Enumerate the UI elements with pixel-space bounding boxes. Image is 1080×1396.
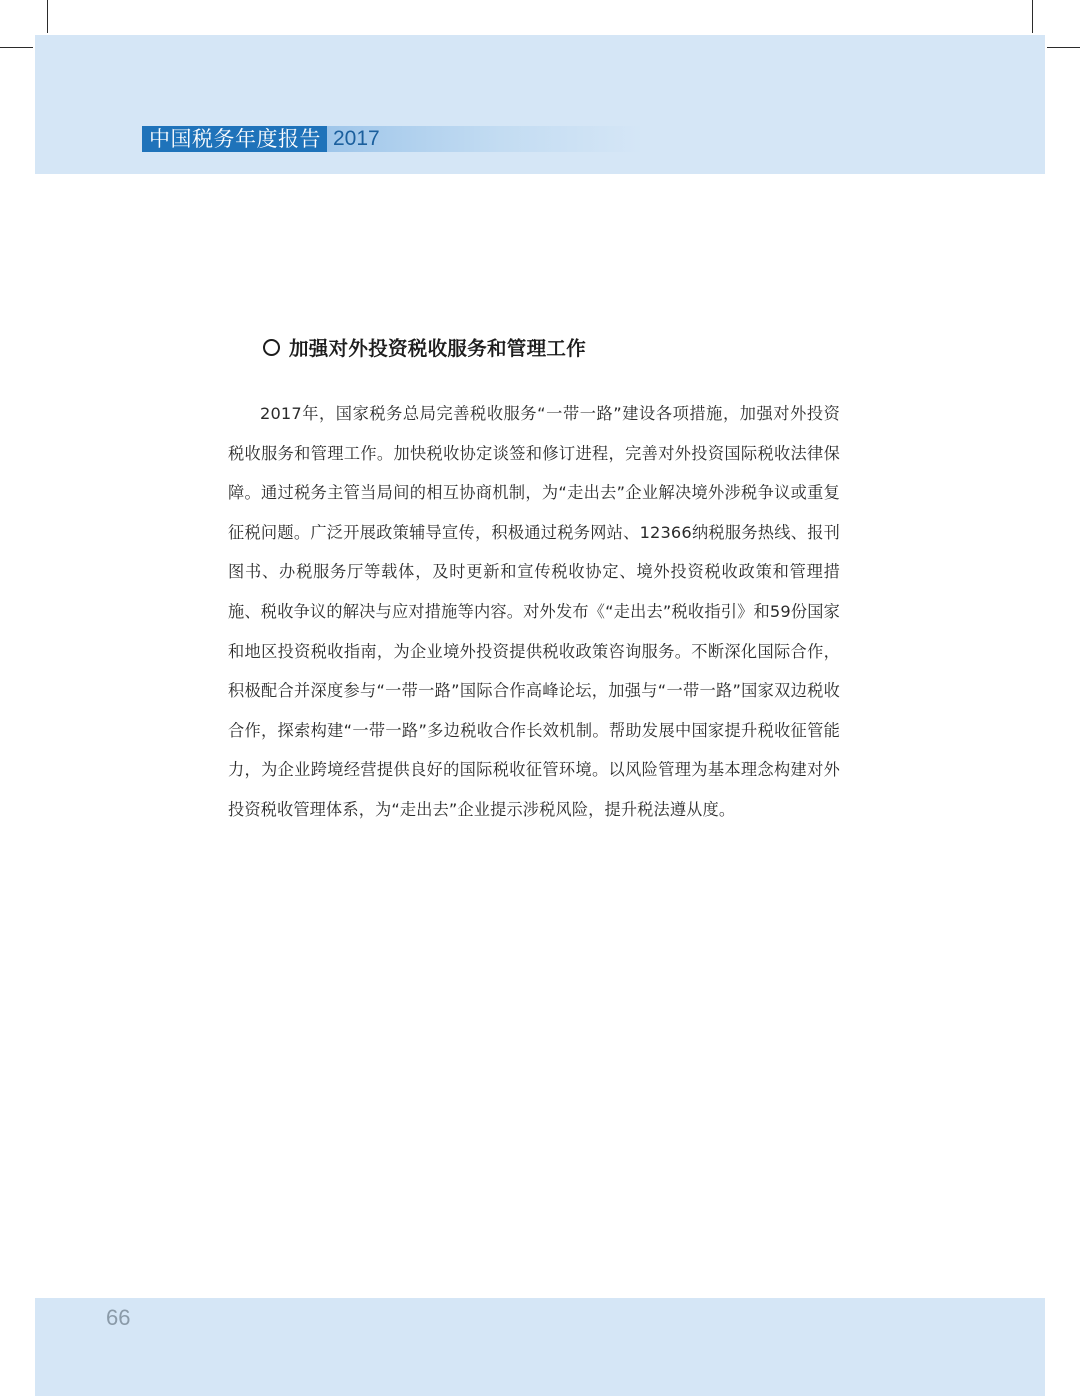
header-title-bar <box>142 126 643 152</box>
section-heading-text: 加强对外投资税收服务和管理工作 <box>289 337 587 360</box>
footer-band <box>35 1298 1045 1396</box>
section-heading <box>263 332 586 362</box>
crop-mark <box>47 0 48 33</box>
body-paragraph: 2017年，国家税务总局完善税收服务“一带一路”建设各项措施，加强对外投资税收服务和管理工作。加快税收协定谈签和修订进程，完善对外投资国际税收法律保障。通过税务主管当局间的相互协商机制，为“走出去”企业解决境外涉税争议或重复征税问题。广泛开展政策辅导宣传，积极通过税务网站、12366纳税服务热线、报刊图书、办税服务厅等载体，及时更新和宣传税收协定、境外投资税收政策和管理措施、税收争议的解决与应对措施等内容。对外发布《“走出去”税收指引》和59份国家和地区投资税收指南，为企业境外投资提供税收政策咨询服务。不断深化国际合作，积极配合并深度参与“一带一路”国际合作高峰论坛，加强与“一带一路”国家双边税收合作，探索构建“一带一路”多边税收合作长效机制。帮助发展中国家提升税收征管能力，为企业跨境经营提供良好的国际税收征管环境。以风险管理为基本理念构建对外投资税收管理体系，为“走出去”企业提示涉税风险，提升税法遵从度。 <box>228 404 840 819</box>
crop-mark <box>1032 0 1033 33</box>
report-title: 中国税务年度报告 <box>142 126 327 152</box>
page-number: 66 <box>106 1305 131 1330</box>
report-year: 2017 <box>327 126 643 152</box>
crop-mark <box>0 47 33 48</box>
crop-mark <box>1047 47 1080 48</box>
circle-bullet-icon <box>263 339 280 356</box>
header-band <box>35 35 1045 174</box>
